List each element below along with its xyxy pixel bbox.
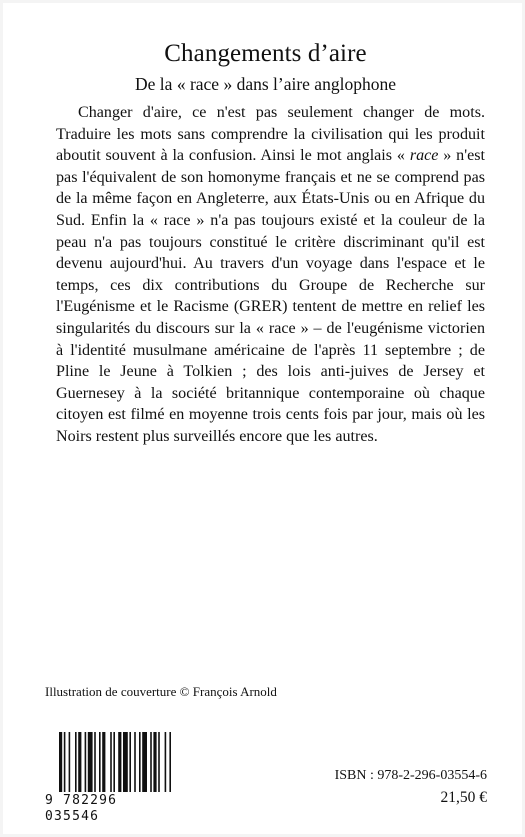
blurb-paragraph [56,102,485,448]
cover-illustration-credit: Illustration de couverture © François Arnold [45,684,277,699]
book-title: Changements d’aire [164,40,367,67]
barcode-bar [78,732,81,792]
barcode-bar [102,732,105,792]
barcode-bar [134,732,136,792]
barcode-bar [88,732,93,792]
barcode-bar [118,732,121,792]
barcode-bar [169,732,171,792]
barcode-digits: 9 782296 035546 [45,793,118,824]
blurb-text-start: Changer d'aire, ce n'est pas seulement changer de mots. Traduire les mots sans comprendre la civilisation qui les produit aboutit souvent à la confusion. Ainsi le mot anglais « [56,104,485,165]
barcode-bar [94,732,96,792]
barcode-bar [139,732,141,792]
race-italic-word: race [409,147,439,165]
barcode-bar [129,732,131,792]
barcode-bar [150,732,152,792]
barcode-bar [142,732,147,792]
barcode-bar [165,732,167,792]
barcode-bar [158,732,160,792]
isbn: ISBN : 978-2-296-03554-6 [334,768,487,783]
barcode-bar [85,732,87,792]
barcode [45,732,175,824]
blurb-text-rest: » n'est pas l'équivalent de son homonyme français et ne se comprend pas de la même façon en Angleterre, aux États-Unis ou en Afrique du Sud. Enfin la « race » n'a pas toujours existé et la couleur de la peau n'a pas toujours constitué le critère discriminant qu'il est devenu aujourd'hui. Au travers d'un voyage dans l'espace et le temps, ces dix contributions du Groupe de Recherche sur l'Eugénisme et le Racisme (GRER) tentent de mettre en relief les singularités du discours sur la « race » – de l'eugénisme victorien à l'identité musulmane américaine de l'après 11 septembre ; de Pline le Jeune à Tolkien ; des lois anti-juives de Jersey et Guernesey à la société britannique contemporaine où chaque citoyen est filmé en moyenne trois cents fois par jour, mais où les Noirs restent plus surveillés encore que les autres. [56,147,486,445]
barcode-bar [59,732,62,792]
barcode-bars [45,732,175,794]
barcode-bar [99,732,101,792]
barcode-bar [123,732,128,792]
barcode-bar [113,732,115,792]
price: 21,50 € [440,789,487,806]
barcode-bar [64,732,66,792]
barcode-bar [75,732,77,792]
book-subtitle: De la « race » dans l’aire anglophone [135,74,396,94]
blurb [56,102,485,448]
barcode-bar [153,732,156,792]
barcode-bar [110,732,112,792]
barcode-bar [69,732,71,792]
